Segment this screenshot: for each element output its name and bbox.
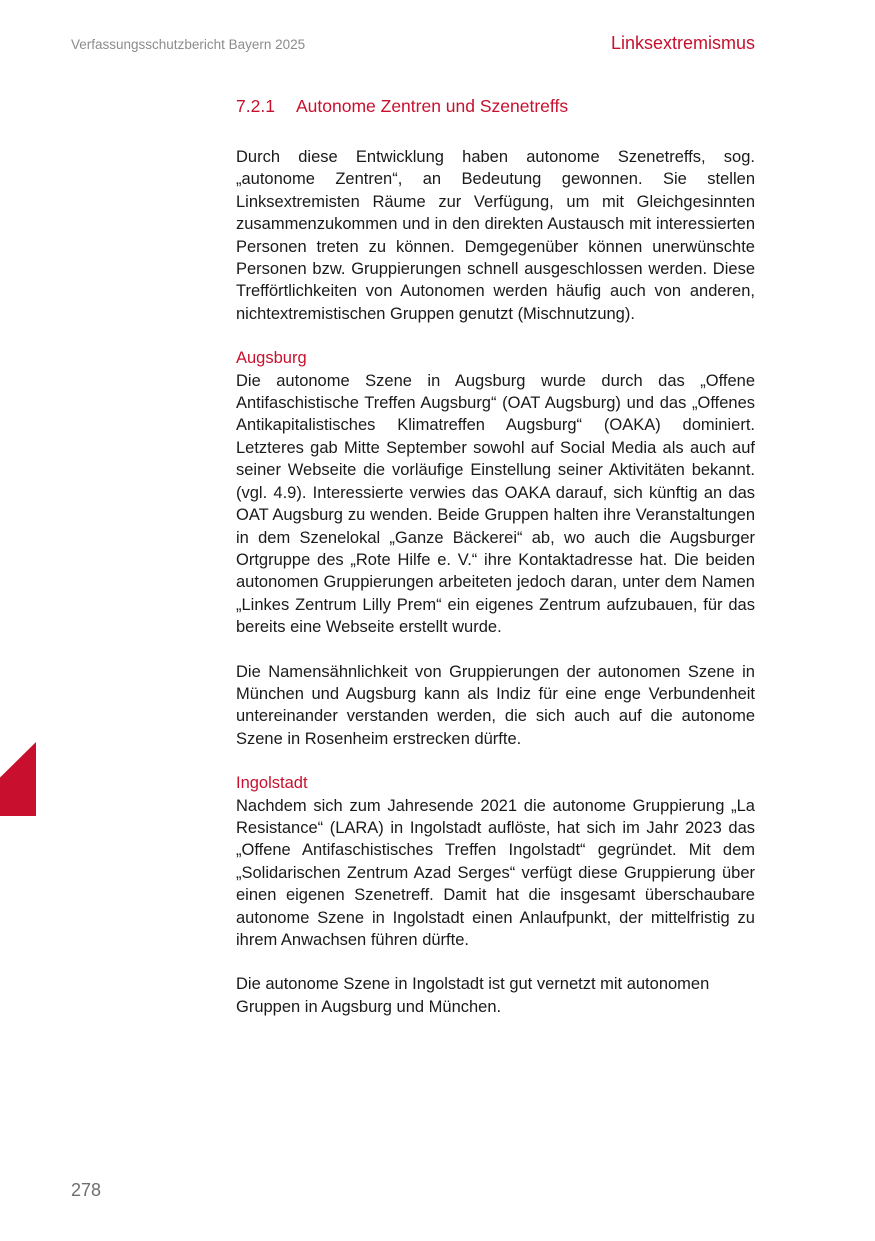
page-number: 278 — [71, 1180, 102, 1200]
chapter-marker-tab — [0, 742, 36, 816]
section-heading — [236, 94, 755, 118]
ingolstadt-paragraph-2: Die autonome Szene in Ingolstadt ist gut vernetzt mit autonomen Gruppen in Augsburg und München. — [236, 975, 710, 1016]
running-head-publication: Verfassungsschutzbericht Bayern 2025 — [71, 37, 306, 52]
intro-paragraph: Durch diese Entwicklung haben autonome Szenetreffs, sog. „autonome Zentren“, an Bedeutung gewonnen. Sie stellen Linksextremisten Räume zur Verfügung, um mit Gleichgesinnten zusammenzukommen und in den direkten Austausch mit interessierten Personen treten zu können. Demgegenüber können unerwünschte Personen bzw. Gruppierungen schnell ausgeschlossen werden. Diese Trefförtlichkeiten von Autonomen werden häufig auch von anderen, nichtextremistischen Gruppen genutzt (Mischnutzung). — [236, 148, 755, 323]
section-number: 7.2.1 — [236, 96, 275, 116]
running-head-chapter: Linksextremismus — [610, 33, 755, 53]
subheading-ingolstadt: Ingolstadt — [236, 774, 308, 793]
main-content — [236, 94, 755, 1040]
subheading-augsburg: Augsburg — [236, 349, 307, 368]
section-title: Autonome Zentren und Szenetreffs — [296, 96, 569, 116]
augsburg-paragraph-2: Die Namensähnlichkeit von Gruppierungen der autonomen Szene in München und Augsburg kann als Indiz für eine enge Verbundenheit untereinander verstanden werden, die sich auch auf die autonome Szene in Rosenheim erstrecken dürfte. — [236, 662, 755, 748]
ingolstadt-paragraph-1: Nachdem sich zum Jahresende 2021 die autonome Gruppierung „La Resistance“ (LARA) in Ingolstadt auflöste, hat sich im Jahr 2023 das „Offene Antifaschistisches Treffen Ingolstadt“ gegründet. Mit dem „Solidarischen Zentrum Azad Serges“ verfügt diese Gruppierung über einen eigenen Szenetreff. Damit hat die insgesamt überschaubare autonome Szene in Ingolstadt einen Anlaufpunkt, der mittelfristig zu ihrem Anwachsen führen dürfte. — [236, 796, 755, 949]
augsburg-paragraph-1: Die autonome Szene in Augsburg wurde durch das „Offene Antifaschistische Treffen Augsburg“ (OAT Augsburg) und das „Offenes Antikapitalistisches Klimatreffen Augsburg“ (OAKA) dominiert. Letzteres gab Mitte September sowohl auf Social Media als auch auf seiner Webseite die vorläufige Einstellung seiner Aktivitäten bekannt. (vgl. 4.9). Interessierte verwies das OAKA darauf, sich künftig an das OAT Augsburg zu wenden. Beide Gruppen halten ihre Veranstaltungen in dem Szenelokal „Ganze Bäckerei“ ab, wo auch die Augsburger Ortgruppe des „Rote Hilfe e. V.“ ihre Kontaktadresse hat. Die beiden autonomen Gruppierungen arbeiteten jedoch daran, unter dem Namen „Linkes Zentrum Lilly Prem“ ein eigenes Zentrum aufzubauen, für das bereits eine Webseite erstellt wurde. — [236, 371, 755, 637]
